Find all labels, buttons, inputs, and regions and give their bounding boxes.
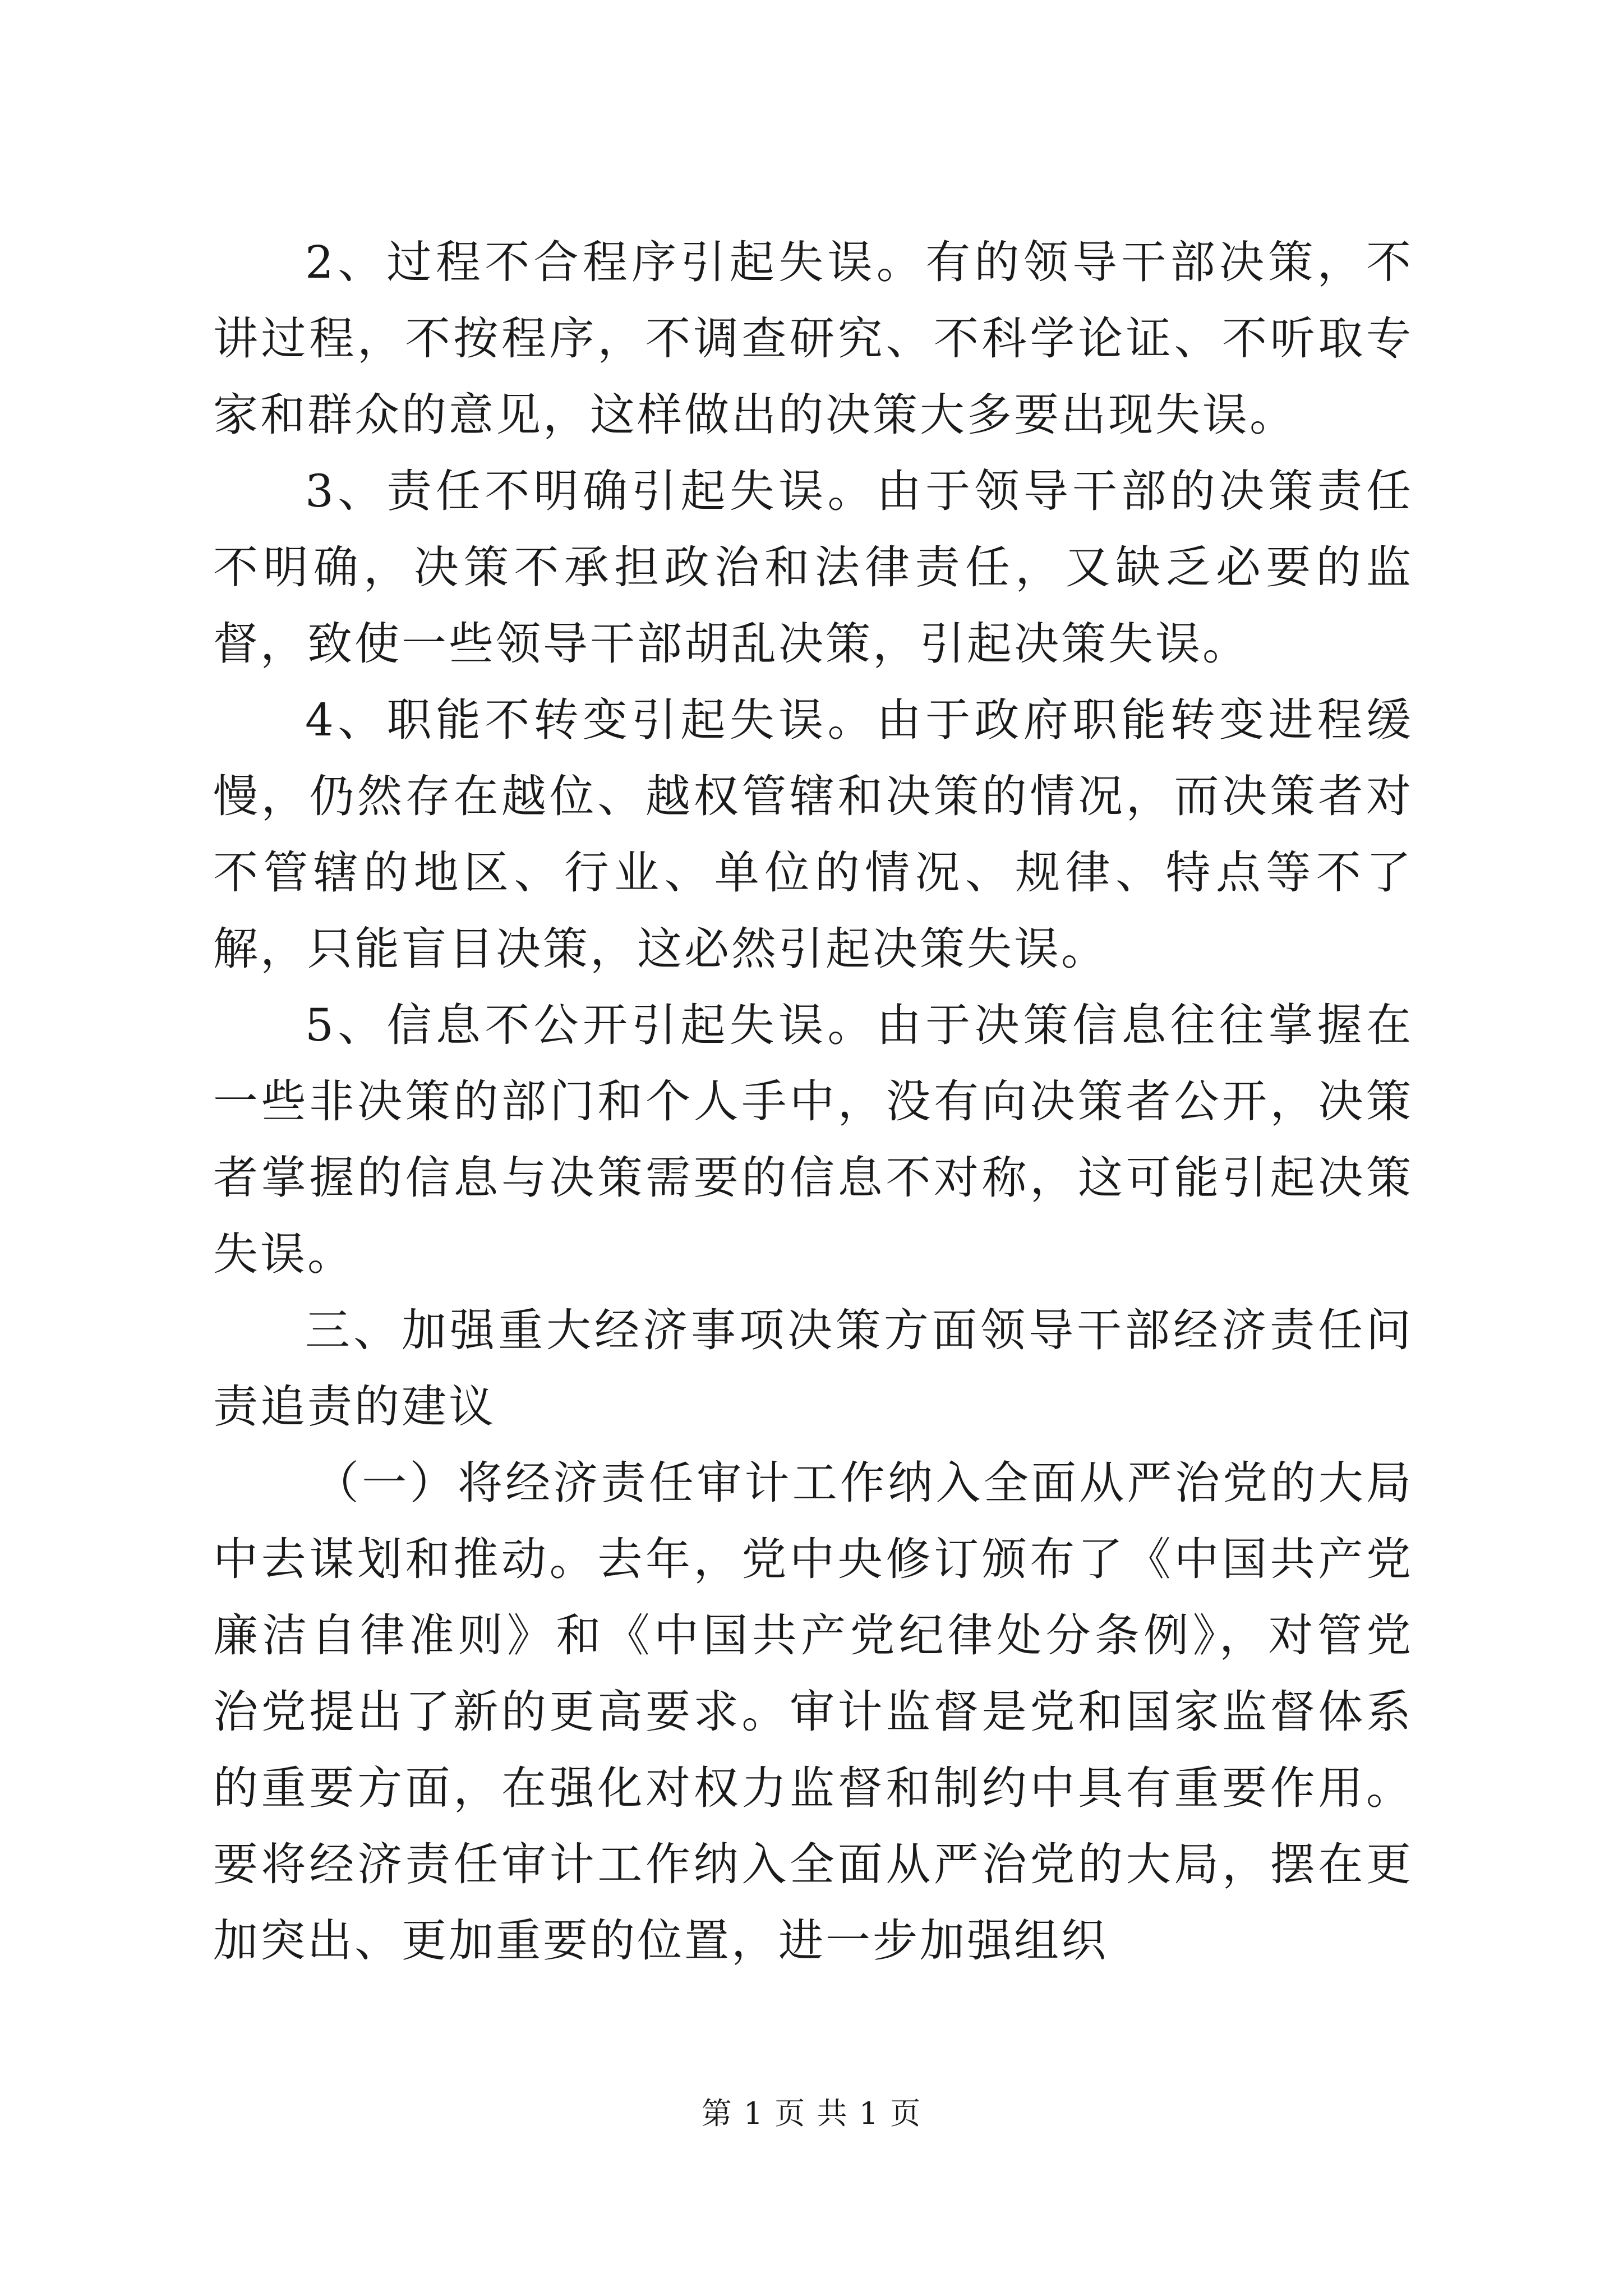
paragraph-item-5: 5、信息不公开引起失误。由于决策信息往往掌握在一些非决策的部门和个人手中，没有向决策者公开，决策者掌握的信息与决策需要的信息不对称，这可能引起决策失误。 — [213, 999, 1413, 1280]
paragraph-item-4: 4、职能不转变引起失误。由于政府职能转变进程缓慢，仍然存在越位、越权管辖和决策的情况，而决策者对不管辖的地区、行业、单位的情况、规律、特点等不了解，只能盲目决策，这必然引起决策失误。 — [213, 694, 1413, 975]
document-body — [213, 224, 1413, 1979]
section-heading-3: 三、加强重大经济事项决策方面领导干部经济责任问责追责的建议 — [213, 1304, 1413, 1433]
paragraph-subsection-1: （一）将经济责任审计工作纳入全面从严治党的大局中去谋划和推动。去年，党中央修订颁布了《中国共产党廉洁自律准则》和《中国共产党纪律处分条例》，对管党治党提出了新的更高要求。审计监督是党和国家监督体系的重要方面，在强化对权力监督和制约中具有重要作用。要将经济责任审计工作纳入全面从严治党的大局，摆在更加突出、更加重要的位置，进一步加强组织 — [213, 1457, 1413, 1967]
page-footer: 第 1 页 共 1 页 — [701, 2096, 922, 2131]
paragraph-item-3: 3、责任不明确引起失误。由于领导干部的决策责任不明确，决策不承担政治和法律责任，又缺乏必要的监督，致使一些领导干部胡乱决策，引起决策失误。 — [213, 465, 1413, 670]
paragraph-item-2: 2、过程不合程序引起失误。有的领导干部决策，不讲过程，不按程序，不调查研究、不科学论证、不听取专家和群众的意见，这样做出的决策大多要出现失误。 — [213, 236, 1413, 441]
